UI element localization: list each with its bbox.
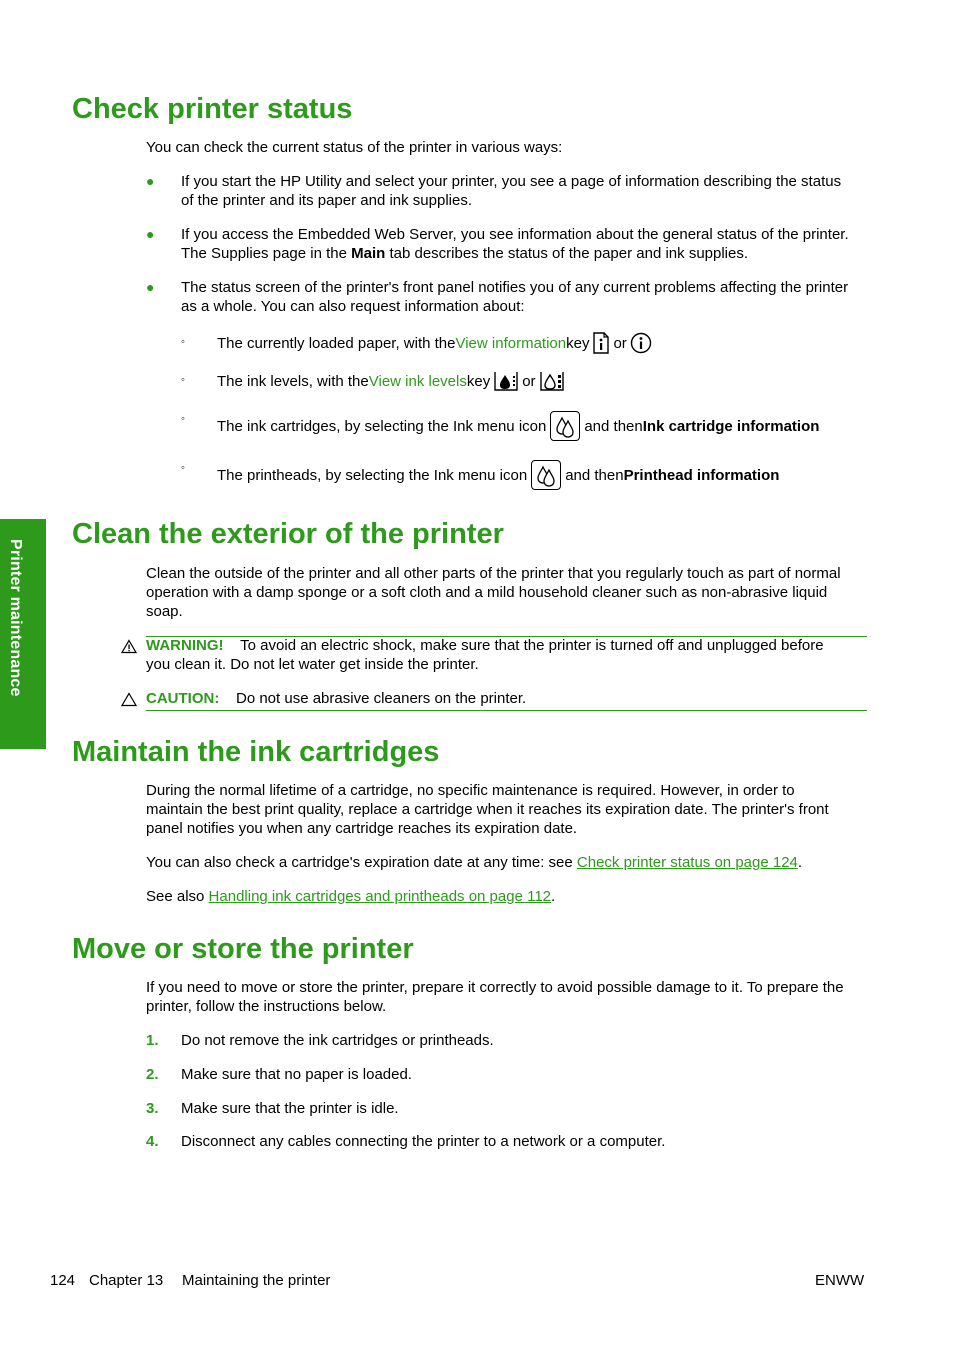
info-circle-icon — [630, 332, 652, 354]
bullet-embedded-web-server — [181, 225, 851, 263]
bold-ink-cartridge-information: Ink cartridge information — [642, 417, 820, 435]
sub-item-ink-cartridges — [217, 409, 819, 443]
text-fragment: If you access the Embedded Web Server, you see information about the general status of the printer. The Supplies page in the — [181, 226, 849, 262]
step-text: Disconnect any cables connecting the printer to a network or a computer. — [181, 1133, 666, 1150]
step-text: Make sure that the printer is idle. — [181, 1100, 399, 1117]
step-text: Make sure that no paper is loaded. — [181, 1066, 412, 1083]
maintain-body: During the normal lifetime of a cartridge, no specific maintenance is required. However, in order to maintain the best print quality, replace a cartridge when it reaches its expiration date. The printer's front panel notifies you when any cartridge reaches its expiration date. — [146, 782, 829, 837]
warning-text: To avoid an electric shock, make sure that the printer is turned off and unplugged before you clean it. Do not let water get inside the printer. — [146, 637, 824, 673]
move-body: If you need to move or store the printer, prepare it correctly to avoid possible damage to it. To prepare the printer, follow the instructions below. — [146, 979, 844, 1015]
bold-printhead-information: Printhead information — [623, 466, 780, 484]
bullet-marker: ● — [146, 226, 155, 242]
text-fragment: The ink levels, with the — [217, 372, 369, 390]
step-number: 1. — [146, 1032, 159, 1049]
sub-marker: ◦ — [181, 462, 185, 474]
check-status-intro: You can check the current status of the printer in various ways: — [146, 139, 563, 156]
text-fragment: . — [797, 854, 803, 871]
heading-move-store-printer: Move or store the printer — [72, 933, 414, 965]
text-fragment: and then — [584, 417, 643, 435]
text-fragment: See also — [146, 888, 209, 905]
sub-marker: ◦ — [181, 374, 185, 386]
clean-body: Clean the outside of the printer and all other parts of the printer that you regularly touch as part of normal operation with a damp sponge or a soft cloth and a mild household cleaner such as non-abrasive liquid soap. — [146, 565, 841, 620]
footer-page-number: 124 — [50, 1272, 76, 1289]
footer-chapter-title: Maintaining the printer — [182, 1272, 331, 1289]
text-fragment: key — [566, 334, 590, 352]
heading-check-printer-status: Check printer status — [72, 93, 353, 125]
maintain-check-line — [146, 853, 846, 872]
bullet-marker: ● — [146, 173, 155, 189]
text-or: or — [613, 334, 627, 352]
caution-label: CAUTION: — [146, 690, 220, 707]
text-fragment: The ink cartridges, by selecting the Ink menu icon — [217, 417, 547, 435]
text-fragment: The printheads, by selecting the Ink menu icon — [217, 466, 528, 484]
bold-main: Main — [351, 245, 386, 262]
link-handling-ink-cartridges[interactable]: Handling ink cartridges and printheads on page 112 — [208, 888, 552, 905]
warning-triangle-icon — [121, 639, 137, 654]
text-fragment: key — [466, 372, 491, 390]
sub-item-printheads — [217, 458, 779, 492]
footer-enww: ENWW — [815, 1272, 865, 1289]
caution-note — [146, 689, 846, 708]
heading-clean-exterior: Clean the exterior of the printer — [72, 518, 504, 550]
heading-maintain-ink-cartridges: Maintain the ink cartridges — [72, 736, 440, 768]
step-number: 2. — [146, 1066, 159, 1083]
view-ink-levels-key-label: View ink levels — [368, 372, 467, 390]
sub-marker: ◦ — [181, 413, 185, 425]
text-fragment: The currently loaded paper, with the — [217, 334, 456, 352]
step-number: 4. — [146, 1133, 159, 1150]
ink-menu-icon — [531, 460, 561, 490]
warning-label: WARNING! — [146, 637, 224, 654]
caution-rule — [146, 710, 867, 711]
link-check-printer-status[interactable]: Check printer status on page 124 — [576, 854, 798, 871]
step-text: Do not remove the ink cartridges or printheads. — [181, 1032, 494, 1049]
side-tab-label: Printer maintenance — [7, 539, 24, 697]
text-fragment: . — [551, 888, 556, 905]
bullet-marker: ● — [146, 279, 155, 295]
step-number: 3. — [146, 1100, 159, 1117]
ink-levels-icon — [493, 370, 519, 392]
text-fragment: and then — [565, 466, 624, 484]
text-fragment: You can also check a cartridge's expiration date at any time: see — [146, 854, 577, 871]
footer-chapter: Chapter 13 — [89, 1272, 164, 1289]
text-or: or — [522, 372, 536, 390]
sub-item-view-ink-levels — [217, 369, 568, 393]
bullet-hp-utility: If you start the HP Utility and select your printer, you see a page of information describing the status of the printer and its paper and ink supplies. — [181, 173, 842, 209]
sub-marker: ◦ — [181, 336, 185, 348]
sub-item-view-information — [217, 331, 655, 355]
view-information-key-label: View information — [455, 334, 567, 352]
ink-menu-icon — [550, 411, 580, 441]
text-fragment: tab describes the status of the paper and ink supplies. — [385, 245, 749, 262]
bullet-front-panel: The status screen of the printer's front panel notifies you of any current problems affecting the printer as a whole. You can also request information about: — [181, 279, 849, 315]
caution-text: Do not use abrasive cleaners on the printer. — [236, 690, 527, 707]
view-information-document-icon — [592, 332, 610, 354]
warning-note — [146, 636, 846, 674]
side-tab — [0, 519, 46, 749]
maintain-see-also-line — [146, 887, 846, 906]
caution-triangle-icon — [121, 692, 137, 707]
ink-levels-alt-icon — [539, 370, 565, 392]
